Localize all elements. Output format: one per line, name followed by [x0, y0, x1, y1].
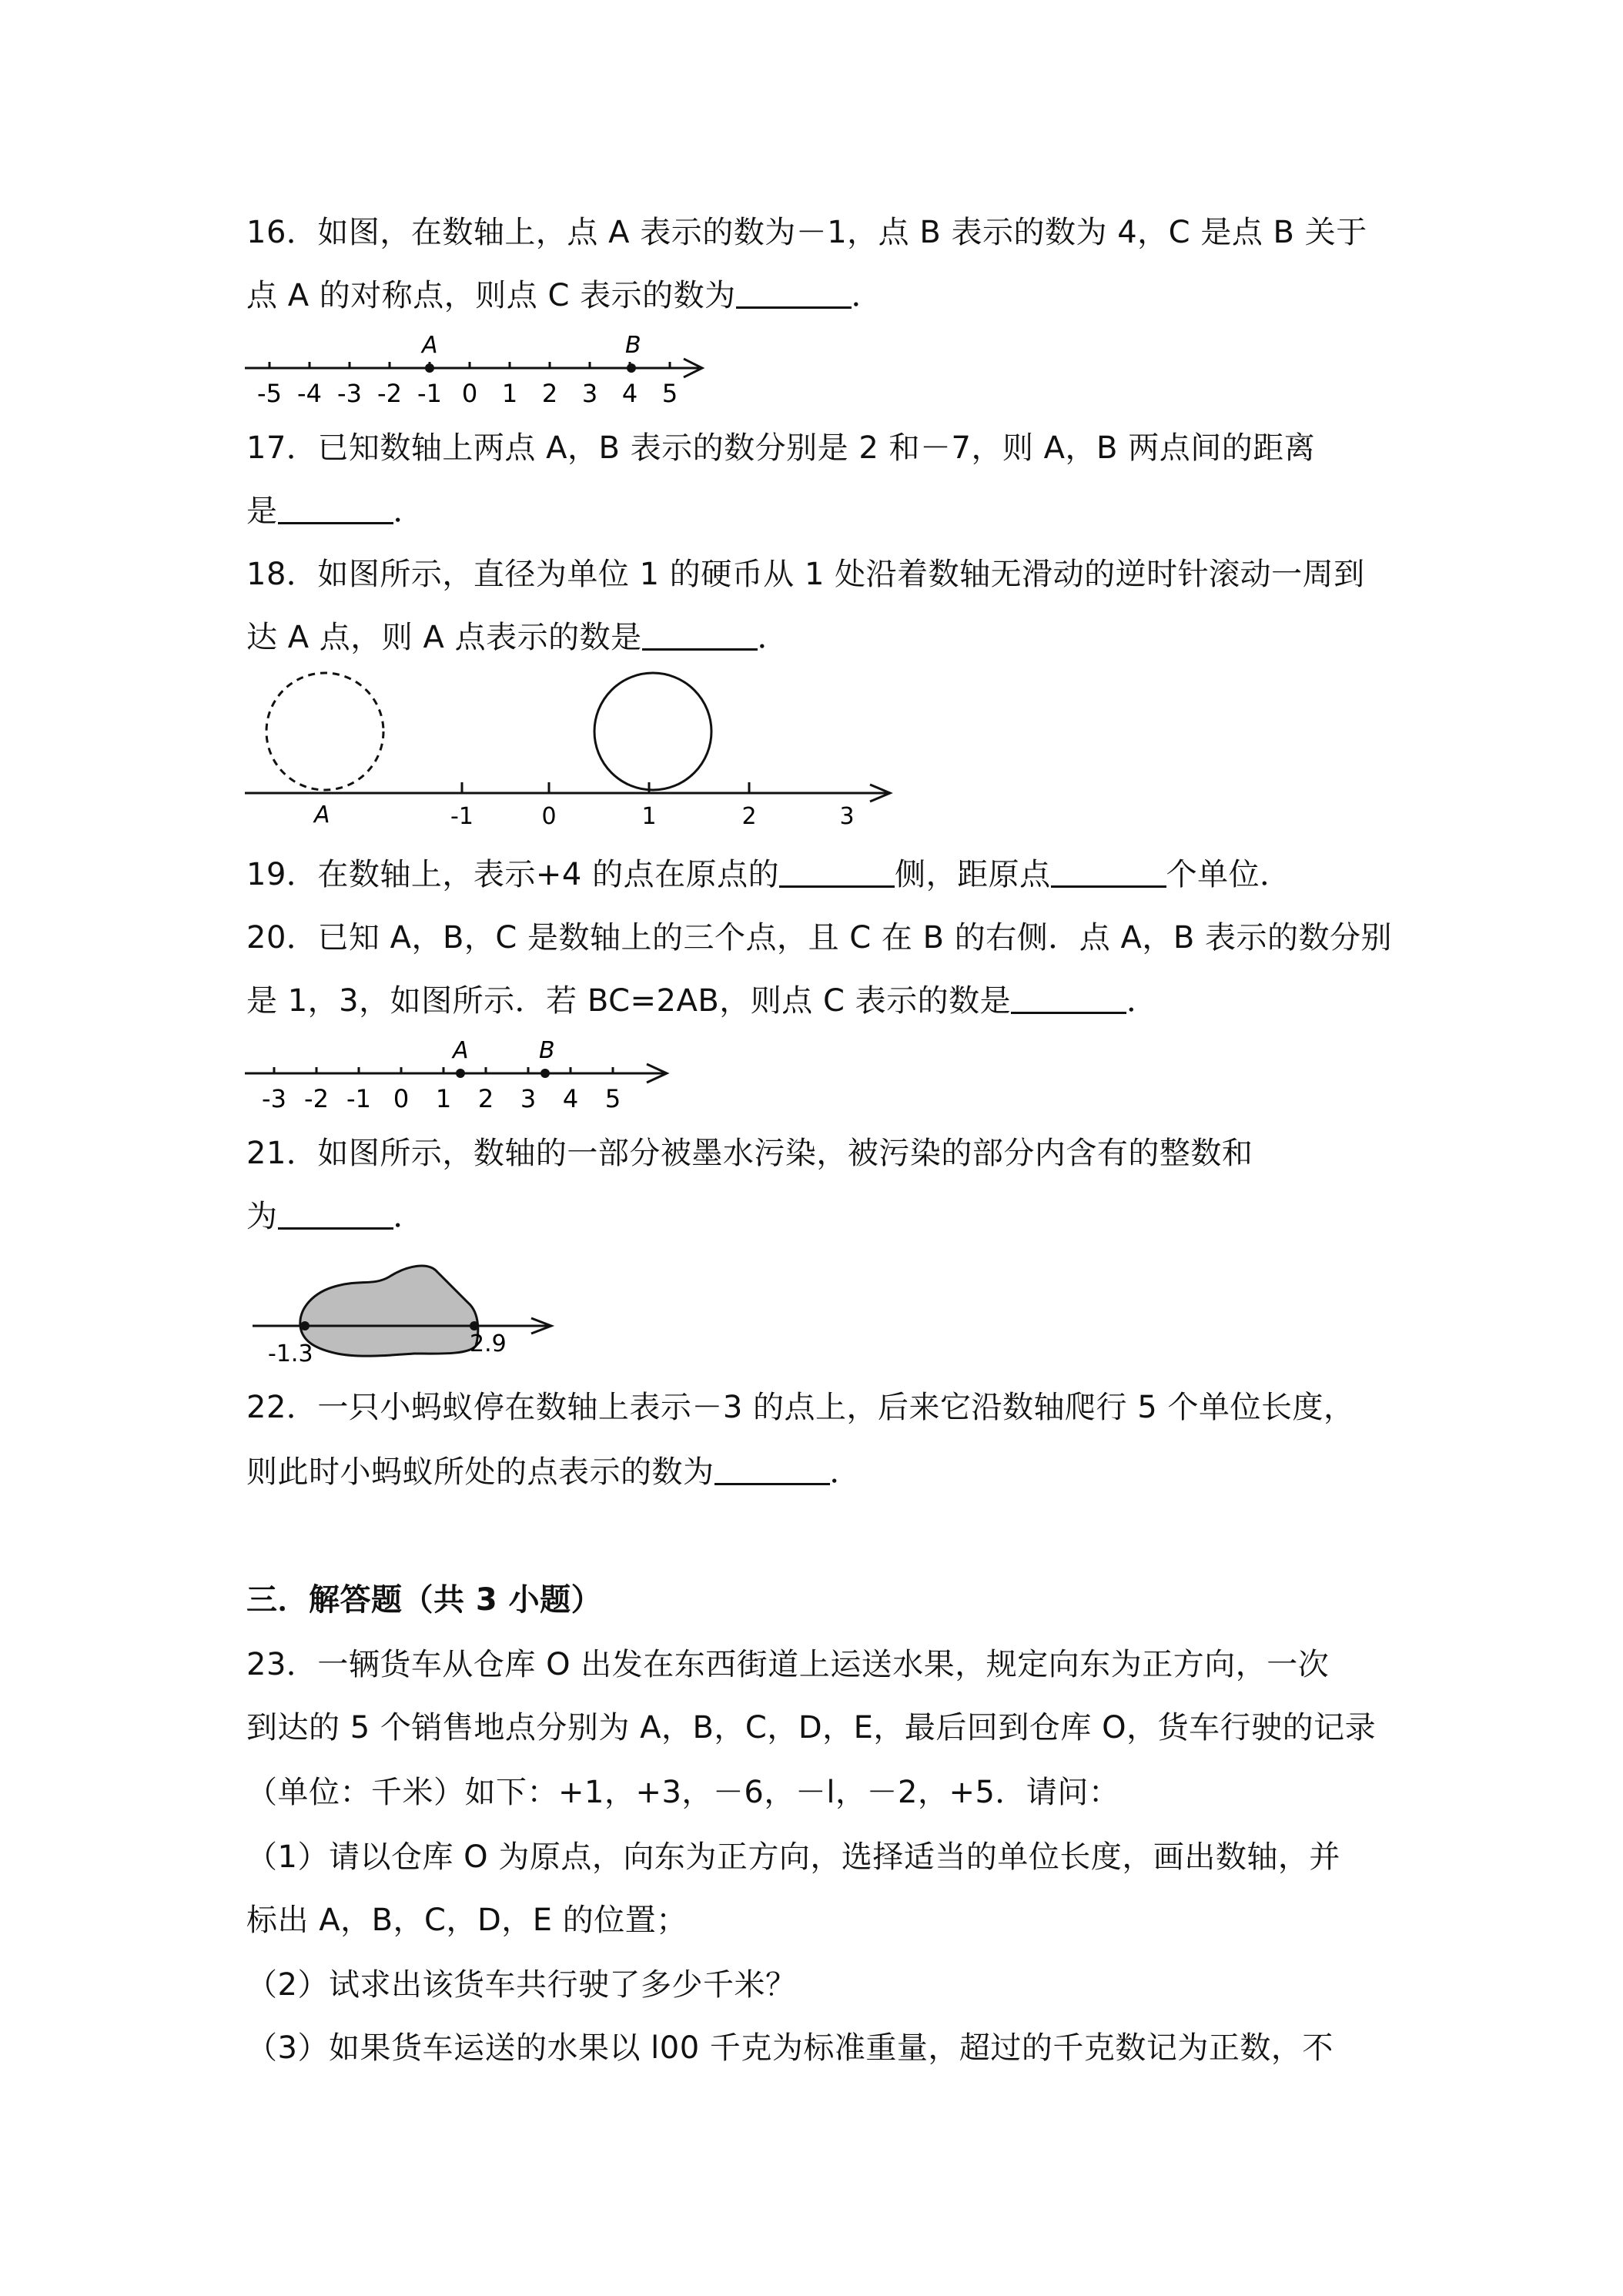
q21-text: 为 — [246, 1199, 278, 1234]
q16-tick-label: 4 — [621, 379, 638, 408]
q17-end: ． — [393, 494, 424, 529]
q20-point-b-dot — [540, 1069, 550, 1078]
q22-line-2 — [246, 1451, 861, 1494]
q16-line-1: 16．如图，在数轴上，点 A 表示的数为－1，点 B 表示的数为 4，C 是点 B 关于 — [246, 215, 1367, 250]
q20-tick-label: 1 — [435, 1084, 452, 1113]
q18-rolling-coin-figure — [245, 670, 907, 839]
q20-line-1: 20．已知 A，B，C 是数轴上的三个点，且 C 在 B 的右侧．点 A，B 表示的数分别 — [246, 920, 1393, 956]
q20-number-line-figure — [245, 1036, 676, 1113]
q23-line-1: 23．一辆货车从仓库 O 出发在东西街道上运送水果，规定向东为正方向，一次 — [246, 1647, 1330, 1682]
q20-tick-label: 4 — [562, 1084, 579, 1113]
q21-right-endpoint-dot — [470, 1321, 479, 1330]
answer-blank — [1051, 859, 1166, 888]
q20-line-2 — [246, 979, 1158, 1022]
q16-point-b-label: B — [625, 332, 641, 359]
q19-text-1: 19．在数轴上，表示+4 的点在原点的 — [246, 857, 780, 892]
q16-tick-label: -5 — [257, 379, 282, 408]
q20-tick-label: 2 — [477, 1084, 494, 1113]
q20-tick-label: 3 — [520, 1084, 537, 1113]
q16-line-2 — [246, 274, 882, 317]
q20-point-a-label: A — [453, 1037, 469, 1064]
q20-tick-label: 5 — [604, 1084, 621, 1113]
q21-ink-stain-figure — [245, 1255, 568, 1371]
q18-line-2 — [246, 616, 788, 659]
q16-point-a-dot — [425, 363, 434, 373]
q22-line-1: 22．一只小蚂蚁停在数轴上表示－3 的点上，后来它沿数轴爬行 5 个单位长度， — [246, 1390, 1355, 1425]
answer-blank — [642, 622, 758, 651]
q19-line — [246, 853, 1291, 896]
q20-tick-label: 0 — [393, 1084, 410, 1113]
q16-number-line-figure — [245, 331, 714, 408]
q18-tick-label: 0 — [541, 803, 557, 830]
q18-line-1: 18．如图所示，直径为单位 1 的硬币从 1 处沿着数轴无滑动的逆时针滚动一周到 — [246, 557, 1365, 592]
q21-left-endpoint-dot — [300, 1321, 310, 1330]
q19-text-2: 侧，距原点 — [895, 857, 1051, 892]
answer-blank — [278, 496, 393, 524]
q21-line-1: 21．如图所示，数轴的一部分被墨水污染，被污染的部分内含有的整数和 — [246, 1136, 1253, 1171]
q16-tick-label: 3 — [581, 379, 598, 408]
q22-text: 则此时小蚂蚁所处的点表示的数为 — [246, 1454, 714, 1490]
ink-stain-shape — [300, 1266, 478, 1356]
answer-blank — [736, 280, 852, 309]
q21-right-label: 2.9 — [470, 1330, 507, 1357]
q16-tick-label: 0 — [461, 379, 478, 408]
q20-point-b-label: B — [539, 1037, 555, 1064]
q16-tick-label: -2 — [377, 379, 402, 408]
q23-sub3: （3）如果货车运送的水果以 l00 千克为标准重量，超过的千克数记为正数，不 — [246, 2030, 1334, 2066]
q16-text: 点 A 的对称点，则点 C 表示的数为 — [246, 278, 736, 313]
q21-left-label: -1.3 — [268, 1340, 313, 1367]
answer-blank — [278, 1201, 393, 1230]
q16-tick-label: 1 — [501, 379, 518, 408]
q23-sub2: （2）试求出该货车共行驶了多少千米？ — [246, 1967, 797, 2003]
answer-blank — [714, 1457, 830, 1485]
q21-end: ． — [393, 1199, 424, 1234]
q17-text: 是 — [246, 494, 278, 529]
q18-end: ． — [757, 620, 789, 655]
q16-tick-label: 2 — [541, 379, 558, 408]
answer-blank — [779, 859, 895, 888]
q19-text-3: 个单位． — [1166, 857, 1291, 892]
q20-point-a-dot — [456, 1069, 465, 1078]
q17-line-2 — [246, 490, 424, 533]
q20-text: 是 1，3，如图所示．若 BC=2AB，则点 C 表示的数是 — [246, 983, 1012, 1019]
q23-line-2: 到达的 5 个销售地点分别为 A，B，C，D，E，最后回到仓库 O，货车行驶的记录 — [246, 1710, 1377, 1745]
q18-dashed-coin-circle — [266, 673, 383, 790]
q21-line-2 — [246, 1195, 424, 1238]
q18-point-a-label: A — [314, 802, 330, 828]
q23-sub1-line-2: 标出 A，B，C，D，E 的位置； — [246, 1903, 688, 1938]
q16-end: ． — [851, 278, 883, 313]
q18-tick-label: 2 — [741, 803, 757, 830]
q23-sub1-line-1: （1）请以仓库 O 为原点，向东为正方向，选择适当的单位长度，画出数轴，并 — [246, 1839, 1340, 1875]
q16-tick-label: -3 — [337, 379, 362, 408]
q23-line-3: （单位：千米）如下：+1，+3，－6，－l，－2，+5．请问： — [246, 1775, 1120, 1810]
section-3-heading: 三．解答题（共 3 小题） — [246, 1582, 603, 1618]
q20-end: ． — [1126, 983, 1158, 1019]
q16-tick-label: -1 — [417, 379, 442, 408]
q20-tick-label: -3 — [262, 1084, 286, 1113]
q17-line-1: 17．已知数轴上两点 A，B 表示的数分别是 2 和－7，则 A，B 两点间的距离 — [246, 430, 1316, 466]
q18-tick-label: -1 — [450, 803, 474, 830]
q18-text: 达 A 点，则 A 点表示的数是 — [246, 620, 642, 655]
q18-tick-label: 1 — [641, 803, 657, 830]
q20-tick-label: -1 — [346, 1084, 371, 1113]
q20-tick-label: -2 — [304, 1084, 329, 1113]
answer-blank — [1011, 986, 1126, 1014]
q16-tick-label: -4 — [297, 379, 322, 408]
q22-end: ． — [829, 1454, 861, 1490]
q18-tick-label: 3 — [839, 803, 855, 830]
q16-point-b-dot — [627, 363, 636, 373]
q16-tick-label: 5 — [661, 379, 678, 408]
q16-point-a-label: A — [422, 332, 438, 359]
q18-coin-circle — [594, 673, 711, 790]
